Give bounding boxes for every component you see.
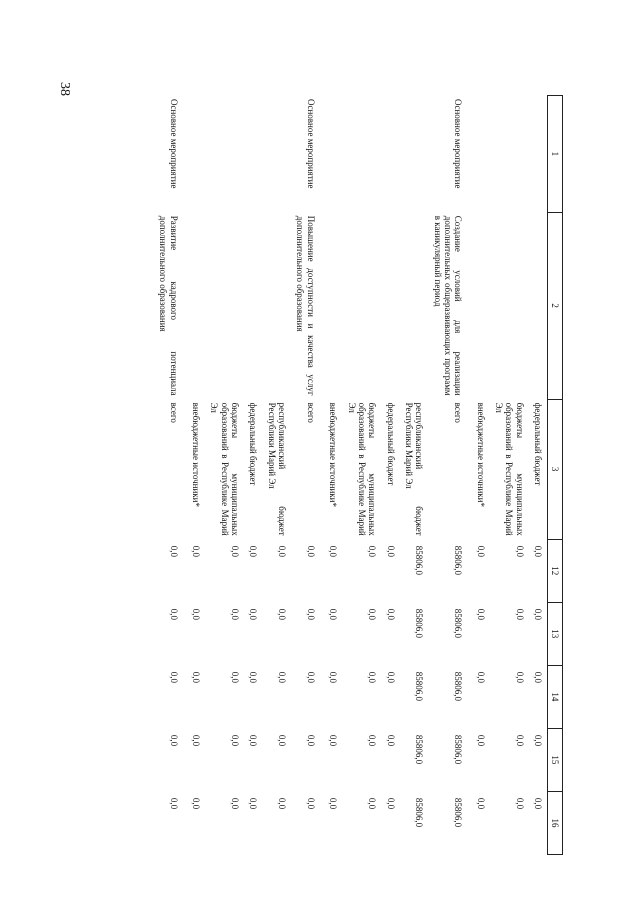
value-cell: 0,0 xyxy=(381,728,399,791)
value-cell: 0,0 xyxy=(342,602,381,665)
value-cell: 0,0 xyxy=(205,539,244,602)
activity-name-cell: Развитие кадрового потенциала дополнительного образования xyxy=(154,212,187,399)
funding-source-cell: всего xyxy=(154,399,187,539)
table-row xyxy=(154,96,187,855)
value-cell: 0,0 xyxy=(154,665,187,728)
header-cell: 13 xyxy=(548,602,563,665)
activity-type-cell: Основное мероприятие xyxy=(154,96,187,213)
value-cell: 0,0 xyxy=(324,728,342,791)
activity-name-cell: Создание условий для реализации дополнительных общеразвивающих программ в каникулярный период xyxy=(428,212,471,399)
activity-type-cell xyxy=(471,96,489,213)
table-row xyxy=(490,96,529,855)
value-cell: 0,0 xyxy=(262,791,291,854)
activity-type-cell: Основное мероприятие xyxy=(428,96,471,213)
value-cell: 85806,0 xyxy=(400,602,429,665)
funding-source-cell: внебюджетные источники* xyxy=(324,399,342,539)
value-cell: 0,0 xyxy=(490,791,529,854)
activity-name-cell: Повышение доступности и качества услуг дополнительного образования xyxy=(291,212,324,399)
value-cell: 0,0 xyxy=(187,539,205,602)
value-cell: 0,0 xyxy=(262,665,291,728)
value-cell: 0,0 xyxy=(262,728,291,791)
value-cell: 0,0 xyxy=(381,791,399,854)
activity-name-cell xyxy=(529,212,548,399)
value-cell: 0,0 xyxy=(187,602,205,665)
value-cell: 85806,0 xyxy=(428,602,471,665)
value-cell: 0,0 xyxy=(205,665,244,728)
value-cell: 0,0 xyxy=(244,539,262,602)
value-cell: 0,0 xyxy=(244,602,262,665)
value-cell: 0,0 xyxy=(471,791,489,854)
value-cell: 85806,0 xyxy=(428,665,471,728)
activity-name-cell xyxy=(205,212,244,399)
value-cell: 0,0 xyxy=(471,728,489,791)
value-cell: 0,0 xyxy=(154,791,187,854)
value-cell: 0,0 xyxy=(291,665,324,728)
value-cell: 85806,0 xyxy=(400,665,429,728)
value-cell: 0,0 xyxy=(324,791,342,854)
budget-table xyxy=(154,95,563,855)
funding-source-cell: бюджеты муниципальных образований в Республике Марий Эл xyxy=(490,399,529,539)
value-cell: 0,0 xyxy=(187,728,205,791)
value-cell: 0,0 xyxy=(529,602,548,665)
activity-name-cell xyxy=(244,212,262,399)
table-row xyxy=(471,96,489,855)
table-row xyxy=(381,96,399,855)
activity-name-cell xyxy=(400,212,429,399)
activity-type-cell xyxy=(381,96,399,213)
value-cell: 0,0 xyxy=(342,665,381,728)
value-cell: 0,0 xyxy=(342,791,381,854)
header-cell: 2 xyxy=(548,212,563,399)
activity-type-cell xyxy=(324,96,342,213)
value-cell: 0,0 xyxy=(529,665,548,728)
value-cell: 0,0 xyxy=(244,791,262,854)
header-row xyxy=(548,96,563,855)
header-cell: 16 xyxy=(548,791,563,854)
activity-name-cell xyxy=(324,212,342,399)
table-row xyxy=(262,96,291,855)
value-cell: 0,0 xyxy=(529,539,548,602)
activity-name-cell xyxy=(471,212,489,399)
value-cell: 0,0 xyxy=(342,728,381,791)
activity-type-cell xyxy=(244,96,262,213)
table-row xyxy=(244,96,262,855)
value-cell: 0,0 xyxy=(381,665,399,728)
header-cell: 12 xyxy=(548,539,563,602)
value-cell: 0,0 xyxy=(529,791,548,854)
value-cell: 0,0 xyxy=(490,539,529,602)
value-cell: 0,0 xyxy=(244,728,262,791)
value-cell: 0,0 xyxy=(291,602,324,665)
funding-source-cell: республиканский бюджет Республики Марий Эл xyxy=(400,399,429,539)
value-cell: 0,0 xyxy=(529,728,548,791)
value-cell: 0,0 xyxy=(381,602,399,665)
header-cell: 15 xyxy=(548,728,563,791)
table-row xyxy=(529,96,548,855)
value-cell: 0,0 xyxy=(324,539,342,602)
value-cell: 0,0 xyxy=(471,602,489,665)
table-row xyxy=(291,96,324,855)
funding-source-cell: федеральный бюджет xyxy=(244,399,262,539)
value-cell: 0,0 xyxy=(262,602,291,665)
value-cell: 0,0 xyxy=(342,539,381,602)
value-cell: 85806,0 xyxy=(400,791,429,854)
value-cell: 0,0 xyxy=(205,728,244,791)
value-cell: 0,0 xyxy=(154,539,187,602)
activity-type-cell xyxy=(187,96,205,213)
activity-name-cell xyxy=(381,212,399,399)
funding-source-cell: бюджеты муниципальных образований в Республике Марий Эл xyxy=(205,399,244,539)
activity-name-cell xyxy=(262,212,291,399)
funding-source-cell: всего xyxy=(291,399,324,539)
activity-type-cell xyxy=(529,96,548,213)
value-cell: 85806,0 xyxy=(428,791,471,854)
value-cell: 0,0 xyxy=(291,539,324,602)
value-cell: 85806,0 xyxy=(400,539,429,602)
activity-name-cell xyxy=(342,212,381,399)
value-cell: 0,0 xyxy=(471,539,489,602)
activity-type-cell xyxy=(342,96,381,213)
table-row xyxy=(342,96,381,855)
value-cell: 85806,0 xyxy=(400,728,429,791)
value-cell: 0,0 xyxy=(471,665,489,728)
funding-source-cell: бюджеты муниципальных образований в Республике Марий Эл xyxy=(342,399,381,539)
activity-type-cell: Основное мероприятие xyxy=(291,96,324,213)
value-cell: 85806,0 xyxy=(428,728,471,791)
value-cell: 0,0 xyxy=(154,602,187,665)
header-cell: 14 xyxy=(548,665,563,728)
value-cell: 0,0 xyxy=(244,665,262,728)
page-number: 38 xyxy=(57,82,72,96)
activity-type-cell xyxy=(205,96,244,213)
table-row xyxy=(428,96,471,855)
funding-source-cell: федеральный бюджет xyxy=(381,399,399,539)
value-cell: 0,0 xyxy=(205,791,244,854)
value-cell: 0,0 xyxy=(262,539,291,602)
value-cell: 0,0 xyxy=(154,728,187,791)
table-row xyxy=(205,96,244,855)
value-cell: 0,0 xyxy=(490,728,529,791)
funding-source-cell: федеральный бюджет xyxy=(529,399,548,539)
funding-source-cell: всего xyxy=(428,399,471,539)
table-row xyxy=(400,96,429,855)
activity-type-cell xyxy=(490,96,529,213)
funding-source-cell: республиканский бюджет Республики Марий Эл xyxy=(262,399,291,539)
value-cell: 85806,0 xyxy=(428,539,471,602)
header-cell: 1 xyxy=(548,96,563,213)
table-row xyxy=(324,96,342,855)
value-cell: 0,0 xyxy=(490,602,529,665)
funding-source-cell: внебюджетные источники* xyxy=(187,399,205,539)
value-cell: 0,0 xyxy=(381,539,399,602)
value-cell: 0,0 xyxy=(205,602,244,665)
activity-name-cell xyxy=(490,212,529,399)
value-cell: 0,0 xyxy=(291,791,324,854)
value-cell: 0,0 xyxy=(324,602,342,665)
table-row xyxy=(187,96,205,855)
value-cell: 0,0 xyxy=(324,665,342,728)
activity-type-cell xyxy=(400,96,429,213)
value-cell: 0,0 xyxy=(490,665,529,728)
header-cell: 3 xyxy=(548,399,563,539)
table-body xyxy=(154,96,547,855)
funding-source-cell: внебюджетные источники* xyxy=(471,399,489,539)
value-cell: 0,0 xyxy=(187,665,205,728)
activity-name-cell xyxy=(187,212,205,399)
activity-type-cell xyxy=(262,96,291,213)
rotated-table-container xyxy=(83,95,563,855)
value-cell: 0,0 xyxy=(187,791,205,854)
value-cell: 0,0 xyxy=(291,728,324,791)
